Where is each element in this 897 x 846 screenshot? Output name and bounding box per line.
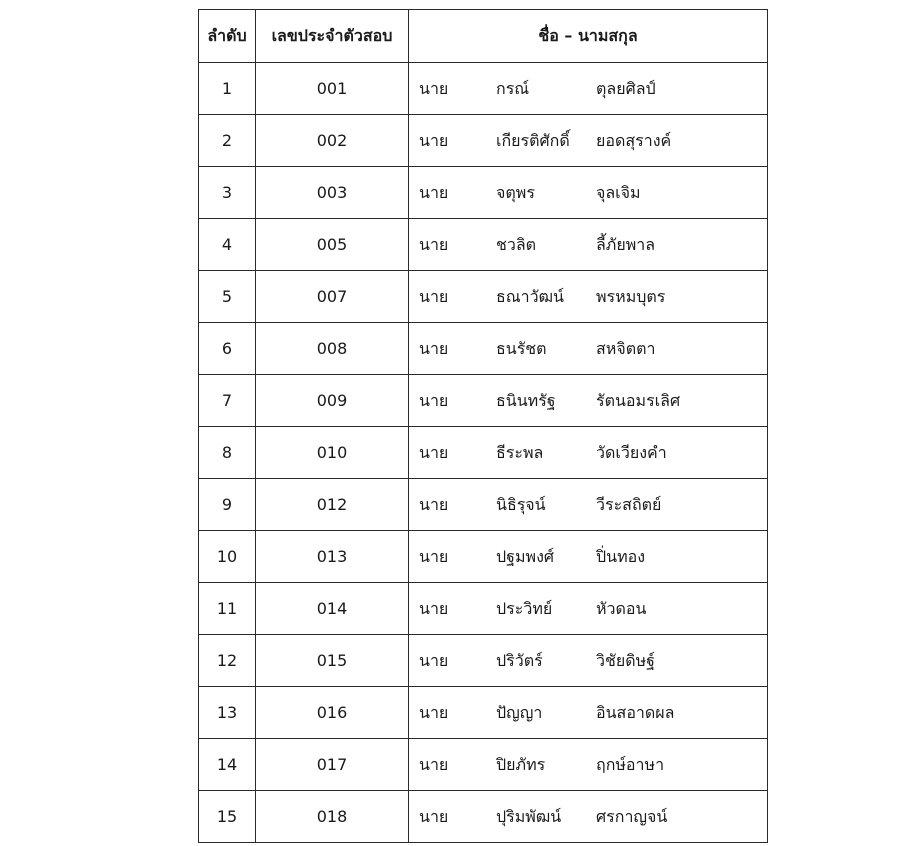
surname: ยอดสุรางค์ (596, 130, 672, 150)
table-row (199, 167, 768, 219)
surname: พรหมบุตร (596, 286, 666, 306)
table-row (199, 739, 768, 791)
name-prefix: นาย (419, 390, 449, 410)
row-full-name (409, 687, 768, 739)
given-name: ปฐมพงศ์ (496, 546, 555, 566)
name-prefix: นาย (419, 182, 449, 202)
header-order: ลำดับ (199, 10, 256, 63)
row-full-name (409, 375, 768, 427)
row-full-name (409, 635, 768, 687)
row-order: 10 (199, 531, 256, 583)
roster-sheet (198, 9, 767, 829)
name-prefix: นาย (419, 234, 449, 254)
row-full-name (409, 271, 768, 323)
name-prefix: นาย (419, 806, 449, 826)
surname: วัดเวียงคำ (596, 442, 667, 462)
given-name: ประวิทย์ (496, 598, 553, 618)
given-name: ธีระพล (496, 442, 544, 462)
row-exam-id: 002 (256, 115, 409, 167)
row-exam-id: 016 (256, 687, 409, 739)
row-order: 14 (199, 739, 256, 791)
given-name: นิธิรุจน์ (496, 494, 546, 514)
table-row (199, 427, 768, 479)
table-row (199, 323, 768, 375)
row-exam-id: 014 (256, 583, 409, 635)
surname: ปิ่นทอง (596, 546, 646, 566)
row-exam-id: 013 (256, 531, 409, 583)
row-exam-id: 017 (256, 739, 409, 791)
row-full-name (409, 63, 768, 115)
table-row (199, 479, 768, 531)
row-full-name (409, 167, 768, 219)
row-full-name (409, 739, 768, 791)
exam-roster-table (198, 9, 768, 843)
name-prefix: นาย (419, 286, 449, 306)
row-exam-id: 012 (256, 479, 409, 531)
row-order: 15 (199, 791, 256, 843)
row-full-name (409, 323, 768, 375)
name-prefix: นาย (419, 338, 449, 358)
given-name: ปัญญา (496, 702, 543, 722)
row-order: 3 (199, 167, 256, 219)
row-order: 9 (199, 479, 256, 531)
name-prefix: นาย (419, 702, 449, 722)
given-name: ชวลิต (496, 234, 537, 254)
given-name: จตุพร (496, 182, 535, 202)
name-prefix: นาย (419, 78, 449, 98)
surname: จุลเจิม (596, 182, 641, 202)
table-row (199, 115, 768, 167)
row-exam-id: 003 (256, 167, 409, 219)
row-order: 12 (199, 635, 256, 687)
row-exam-id: 015 (256, 635, 409, 687)
row-exam-id: 008 (256, 323, 409, 375)
row-order: 6 (199, 323, 256, 375)
name-prefix: นาย (419, 754, 449, 774)
table-row (199, 635, 768, 687)
surname: สหจิตตา (596, 338, 656, 358)
table-row (199, 219, 768, 271)
surname: ลี้ภัยพาล (596, 234, 656, 254)
row-full-name (409, 791, 768, 843)
given-name: ปิยภัทร (496, 754, 546, 774)
row-order: 13 (199, 687, 256, 739)
table-row (199, 687, 768, 739)
table-row (199, 583, 768, 635)
header-row (199, 10, 768, 63)
table-row (199, 63, 768, 115)
header-full-name: ชื่อ – นามสกุล (409, 10, 768, 63)
row-full-name (409, 531, 768, 583)
row-exam-id: 001 (256, 63, 409, 115)
row-full-name (409, 583, 768, 635)
name-prefix: นาย (419, 494, 449, 514)
given-name: ธนรัชต (496, 338, 547, 358)
surname: วีระสถิตย์ (596, 494, 662, 514)
given-name: กรณ์ (496, 78, 530, 98)
name-prefix: นาย (419, 650, 449, 670)
row-order: 1 (199, 63, 256, 115)
row-order: 11 (199, 583, 256, 635)
table-row (199, 791, 768, 843)
roster-body (199, 63, 768, 843)
given-name: เกียรติศักดิ์ (496, 130, 570, 150)
given-name: ธนินทรัฐ (496, 390, 556, 410)
row-order: 4 (199, 219, 256, 271)
name-prefix: นาย (419, 546, 449, 566)
given-name: ปุริมพัฒน์ (496, 806, 562, 826)
row-full-name (409, 427, 768, 479)
surname: ศรกาญจน์ (596, 806, 668, 826)
row-exam-id: 009 (256, 375, 409, 427)
row-exam-id: 005 (256, 219, 409, 271)
name-prefix: นาย (419, 130, 449, 150)
surname: วิชัยดิษฐ์ (596, 650, 655, 670)
surname: อินสอาดผล (596, 702, 675, 722)
given-name: ปริวัตร์ (496, 650, 543, 670)
table-row (199, 375, 768, 427)
table-row (199, 531, 768, 583)
row-exam-id: 018 (256, 791, 409, 843)
row-full-name (409, 219, 768, 271)
given-name: ธณาวัฒน์ (496, 286, 564, 306)
row-order: 7 (199, 375, 256, 427)
surname: หัวดอน (596, 598, 647, 618)
row-order: 5 (199, 271, 256, 323)
surname: ตุลยศิลป์ (596, 78, 656, 98)
row-order: 8 (199, 427, 256, 479)
surname: รัตนอมรเลิศ (596, 390, 681, 410)
table-row (199, 271, 768, 323)
surname: ฤกษ์อาษา (596, 754, 665, 774)
row-full-name (409, 479, 768, 531)
name-prefix: นาย (419, 442, 449, 462)
name-prefix: นาย (419, 598, 449, 618)
row-exam-id: 007 (256, 271, 409, 323)
row-order: 2 (199, 115, 256, 167)
row-exam-id: 010 (256, 427, 409, 479)
row-full-name (409, 115, 768, 167)
header-exam-id: เลขประจำตัวสอบ (256, 10, 409, 63)
